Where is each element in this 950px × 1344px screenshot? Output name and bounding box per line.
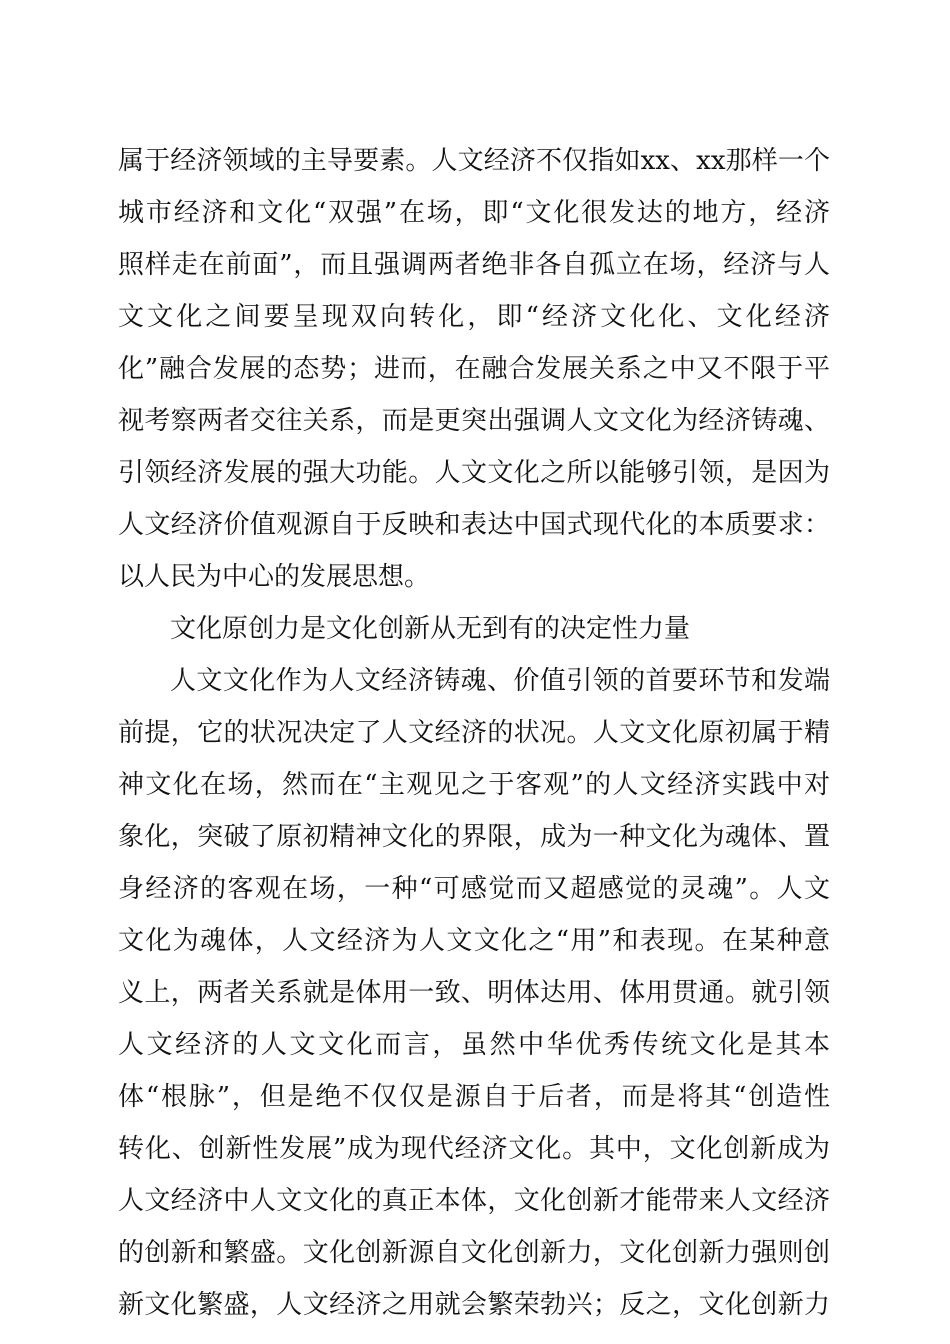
paragraph-line: 以人民为中心的发展思想。 (118, 562, 431, 592)
paragraph-line: 人文经济价值观源自于反映和表达中国式现代化的本质要求： (118, 510, 830, 540)
paragraph-line: 人文经济中人文文化的真正本体，文化创新才能带来人文经济 (118, 1186, 830, 1216)
paragraph-line: 视考察两者交往关系，而是更突出强调人文文化为经济铸魂、 (118, 406, 830, 436)
paragraph-line: 身经济的客观在场，一种“可感觉而又超感觉的灵魂”。人文 (118, 874, 830, 904)
paragraph-line: 体“根脉”，但是绝不仅仅是源自于后者，而是将其“创造性 (118, 1082, 830, 1112)
paragraph-line: 引领经济发展的强大功能。人文文化之所以能够引领，是因为 (118, 458, 830, 488)
paragraph-line: 属于经济领域的主导要素。人文经济不仅指如xx、xx那样一个 (118, 146, 830, 176)
document-body (118, 135, 830, 1331)
paragraph-line: 转化、创新性发展”成为现代经济文化。其中，文化创新成为 (118, 1134, 830, 1164)
paragraph-line: 化”融合发展的态势；进而，在融合发展关系之中又不限于平 (118, 354, 830, 384)
paragraph-line: 象化，突破了原初精神文化的界限，成为一种文化为魂体、置 (118, 822, 830, 852)
paragraph-line: 人文文化作为人文经济铸魂、价值引领的首要环节和发端 (170, 666, 830, 696)
paragraph-line: 人文经济的人文文化而言，虽然中华优秀传统文化是其本 (118, 1030, 830, 1060)
section-heading: 文化原创力是文化创新从无到有的决定性力量 (170, 614, 691, 644)
paragraph-line: 照样走在前面”，而且强调两者绝非各自孤立在场，经济与人 (118, 250, 830, 280)
paragraph-line: 文文化之间要呈现双向转化，即“经济文化化、文化经济 (118, 302, 830, 332)
paragraph-line: 神文化在场，然而在“主观见之于客观”的人文经济实践中对 (118, 770, 830, 800)
paragraph-line: 前提，它的状况决定了人文经济的状况。人文文化原初属于精 (118, 718, 830, 748)
paragraph-line: 新文化繁盛，人文经济之用就会繁荣勃兴；反之，文化创新力 (118, 1290, 830, 1320)
paragraph-2 (118, 655, 830, 1331)
paragraph-line: 文化为魂体，人文经济为人文文化之“用”和表现。在某种意 (118, 926, 830, 956)
paragraph-line: 的创新和繁盛。文化创新源自文化创新力，文化创新力强则创 (118, 1238, 830, 1268)
paragraph-line: 城市经济和文化“双强”在场，即“文化很发达的地方，经济 (118, 198, 830, 228)
paragraph-line: 义上，两者关系就是体用一致、明体达用、体用贯通。就引领 (118, 978, 830, 1008)
paragraph-1 (118, 135, 830, 603)
